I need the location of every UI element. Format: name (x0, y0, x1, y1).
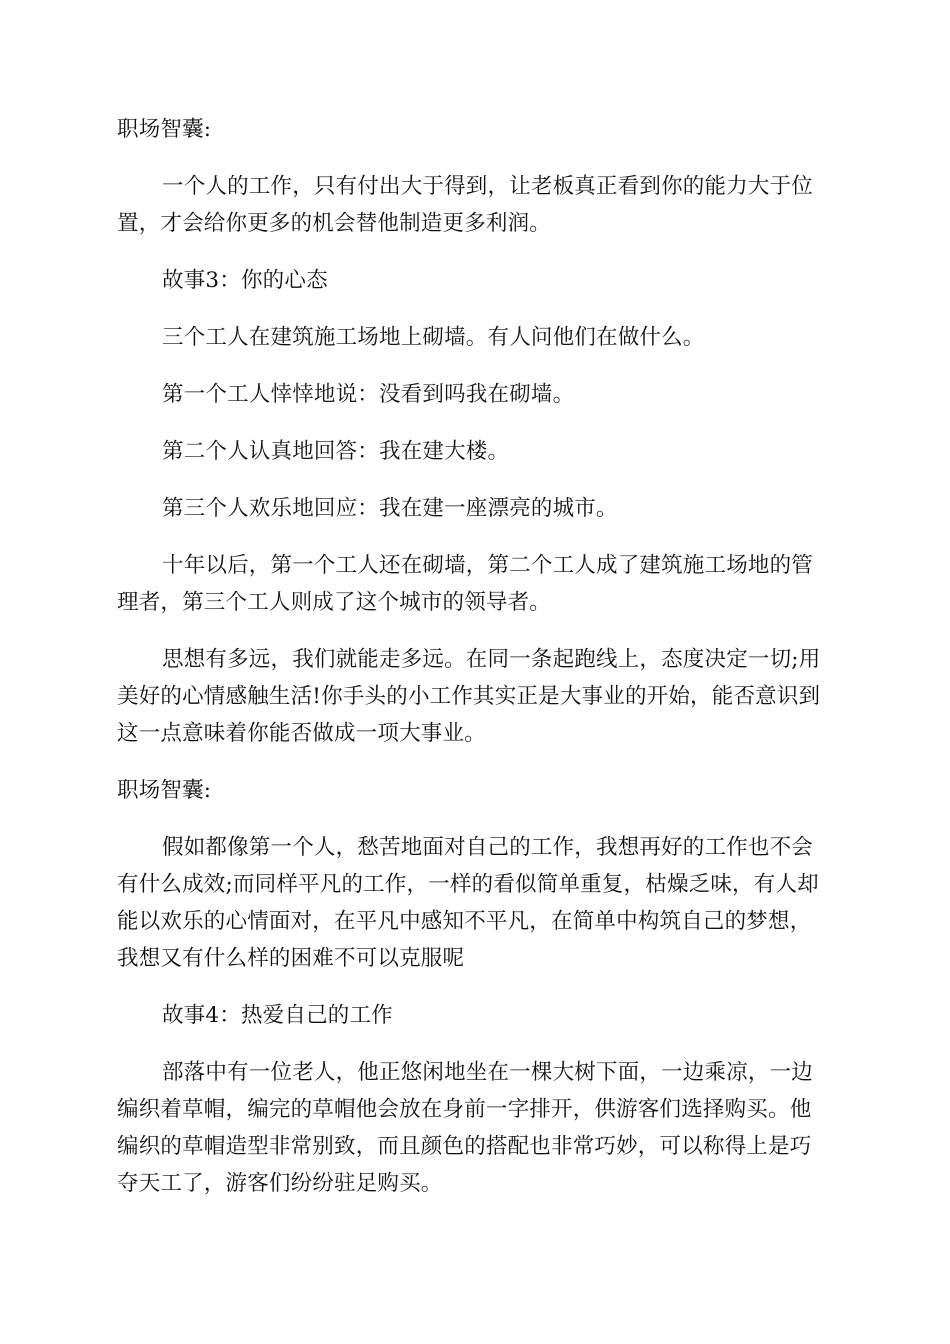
paragraph: 十年以后，第一个工人还在砌墙，第二个工人成了建筑施工场地的管理者，第三个工人则成了这个城市的领导者。 (117, 553, 814, 615)
story-heading: 故事3：你的心态 (162, 268, 328, 293)
paragraph: 假如都像第一个人，愁苦地面对自己的工作，我想再好的工作也不会有什么成效;而同样平凡的工作，一样的看似简单重复，枯燥乏味，有人却能以欢乐的心情面对，在平凡中感知不平凡，在简单中构筑自己的梦想，我想又有什么样的困难不可以克服呢 (117, 835, 819, 971)
paragraph: 三个工人在建筑施工场地上砌墙。有人问他们在做什么。 (162, 325, 705, 350)
section-heading-career-tips: 职场智囊: (117, 778, 212, 803)
paragraph: 思想有多远，我们就能走多远。在同一条起跑线上，态度决定一切;用美好的心情感触生活!你手头的小工作其实正是大事业的开始，能否意识到这一点意味着你能否做成一项大事业。 (117, 647, 821, 746)
paragraph: 第三个人欢乐地回应：我在建一座漂亮的城市。 (162, 496, 618, 521)
section-heading-career-tips: 职场智囊: (117, 117, 212, 142)
document-body (117, 111, 833, 1222)
paragraph: 一个人的工作，只有付出大于得到，让老板真正看到你的能力大于位置，才会给你更多的机会替他制造更多利润。 (117, 174, 814, 236)
paragraph: 第二个人认真地回答：我在建大楼。 (162, 439, 510, 464)
paragraph: 第一个工人悻悻地说：没看到吗我在砌墙。 (162, 382, 575, 407)
story-heading: 故事4：热爱自己的工作 (162, 1003, 393, 1028)
paragraph: 部落中有一位老人，他正悠闲地坐在一棵大树下面，一边乘凉，一边编织着草帽，编完的草帽他会放在身前一字排开，供游客们选择购买。他编织的草帽造型非常别致，而且颜色的搭配也非常巧妙，可以称得上是巧夺天工了，游客们纷纷驻足购买。 (117, 1060, 814, 1196)
